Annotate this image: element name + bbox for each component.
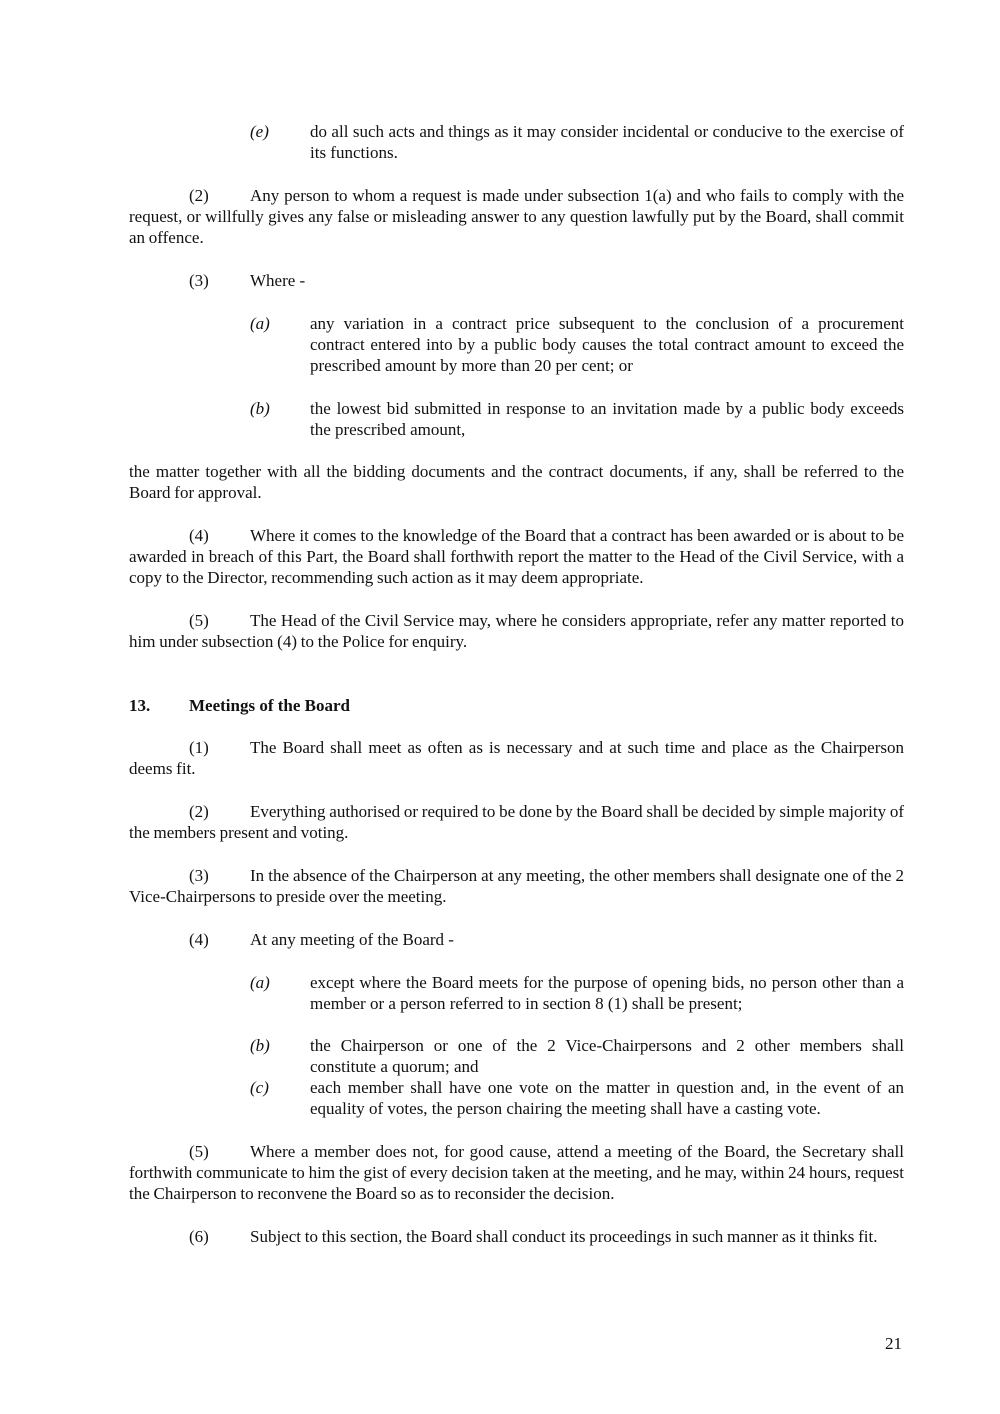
paragraph-number: (3) [189, 866, 209, 885]
paragraph-text: At any meeting of the Board - [250, 930, 454, 949]
list-item-e [250, 121, 905, 181]
list-item-text: the Chairperson or one of the 2 Vice-Chairpersons and 2 other members shall constitute a quorum; and [310, 1036, 904, 1076]
paragraph-number: (1) [189, 738, 209, 757]
paragraph-number: (2) [189, 186, 209, 205]
list-item-text: each member shall have one vote on the matter in question and, in the event of an equality of votes, the person chairing the meeting shall have a casting vote. [310, 1078, 904, 1118]
paragraph-13-1 [129, 737, 904, 779]
paragraph-12-5 [129, 610, 904, 652]
list-item-label: (b) [250, 1036, 270, 1055]
paragraph-text: In the absence of the Chairperson at any meeting, the other members shall designate one of the 2 Vice-Chairpersons to preside over the meeting. [129, 866, 904, 906]
paragraph-number: (6) [189, 1227, 209, 1246]
page-number: 21 [885, 1334, 902, 1353]
list-item-label: (b) [250, 399, 270, 418]
paragraph-number: (4) [189, 526, 209, 545]
list-item-label: (a) [250, 973, 270, 992]
paragraph-text: Subject to this section, the Board shall conduct its proceedings in such manner as it thinks fit. [250, 1227, 878, 1246]
paragraph-text: Any person to whom a request is made under subsection 1(a) and who fails to comply with the request, or willfully gives any false or misleading answer to any question lawfully put by the Board, shall commit an offence. [129, 186, 904, 247]
paragraph-13-4-lead [189, 929, 889, 950]
paragraph-12-2 [129, 185, 904, 248]
list-item-text: the lowest bid submitted in response to an invitation made by a public body exceeds the prescribed amount, [310, 399, 904, 439]
paragraph-text: Where a member does not, for good cause, attend a meeting of the Board, the Secretary shall forthwith communicate to him the gist of every decision taken at the meeting, and he may, within 24 hours, request the Chairperson to reconvene the Board so as to reconsider the decision. [129, 1142, 904, 1203]
list-item-13-4-c [250, 1077, 905, 1119]
paragraph-text: Where it comes to the knowledge of the Board that a contract has been awarded or is about to be awarded in breach of this Part, the Board shall forthwith report the matter to the Head of the Civil Service, with a copy to the Director, recommending such action as it may deem appropriate. [129, 526, 904, 587]
paragraph-13-2 [129, 801, 904, 843]
list-item-13-4-b [250, 1035, 905, 1077]
section-number: 13. [129, 696, 151, 715]
paragraph-12-4 [129, 525, 904, 588]
list-item-label: (e) [250, 122, 269, 141]
paragraph-number: (2) [189, 802, 209, 821]
paragraph-13-5 [129, 1141, 904, 1204]
list-item-text: do all such acts and things as it may consider incidental or conducive to the exercise of its functions. [310, 122, 904, 162]
paragraph-12-3-lead [189, 270, 889, 291]
paragraph-text: The Head of the Civil Service may, where he considers appropriate, refer any matter reported to him under subsection (4) to the Police for enquiry. [129, 611, 904, 651]
list-item-text: any variation in a contract price subsequent to the conclusion of a procurement contract entered into by a public body causes the total contract amount to exceed the prescribed amount by more than 20 per cent; or [310, 314, 904, 375]
paragraph-13-3 [129, 865, 904, 907]
paragraph-number: (3) [189, 271, 209, 290]
paragraph-text: The Board shall meet as often as is necessary and at such time and place as the Chairperson deems fit. [129, 738, 904, 778]
paragraph-text: Where - [250, 271, 306, 290]
list-item-label: (a) [250, 314, 270, 333]
list-item-label: (c) [250, 1078, 269, 1097]
list-item-text: except where the Board meets for the purpose of opening bids, no person other than a member or a person referred to in section 8 (1) shall be present; [310, 973, 904, 1013]
list-item-13-4-a [250, 972, 905, 1032]
list-item-12-3-a [250, 313, 905, 373]
section-title: Meetings of the Board [189, 696, 351, 715]
list-item-12-3-b [250, 398, 905, 458]
paragraph-number: (4) [189, 930, 209, 949]
paragraph-text: Everything authorised or required to be done by the Board shall be decided by simple majority of the members present and voting. [129, 802, 904, 842]
paragraph-12-3-tail: the matter together with all the bidding documents and the contract documents, if any, shall be referred to the Board for approval. [129, 462, 904, 502]
paragraph-number: (5) [189, 611, 209, 630]
section-heading [129, 695, 350, 716]
paragraph-13-6 [129, 1226, 904, 1247]
paragraph-number: (5) [189, 1142, 209, 1161]
